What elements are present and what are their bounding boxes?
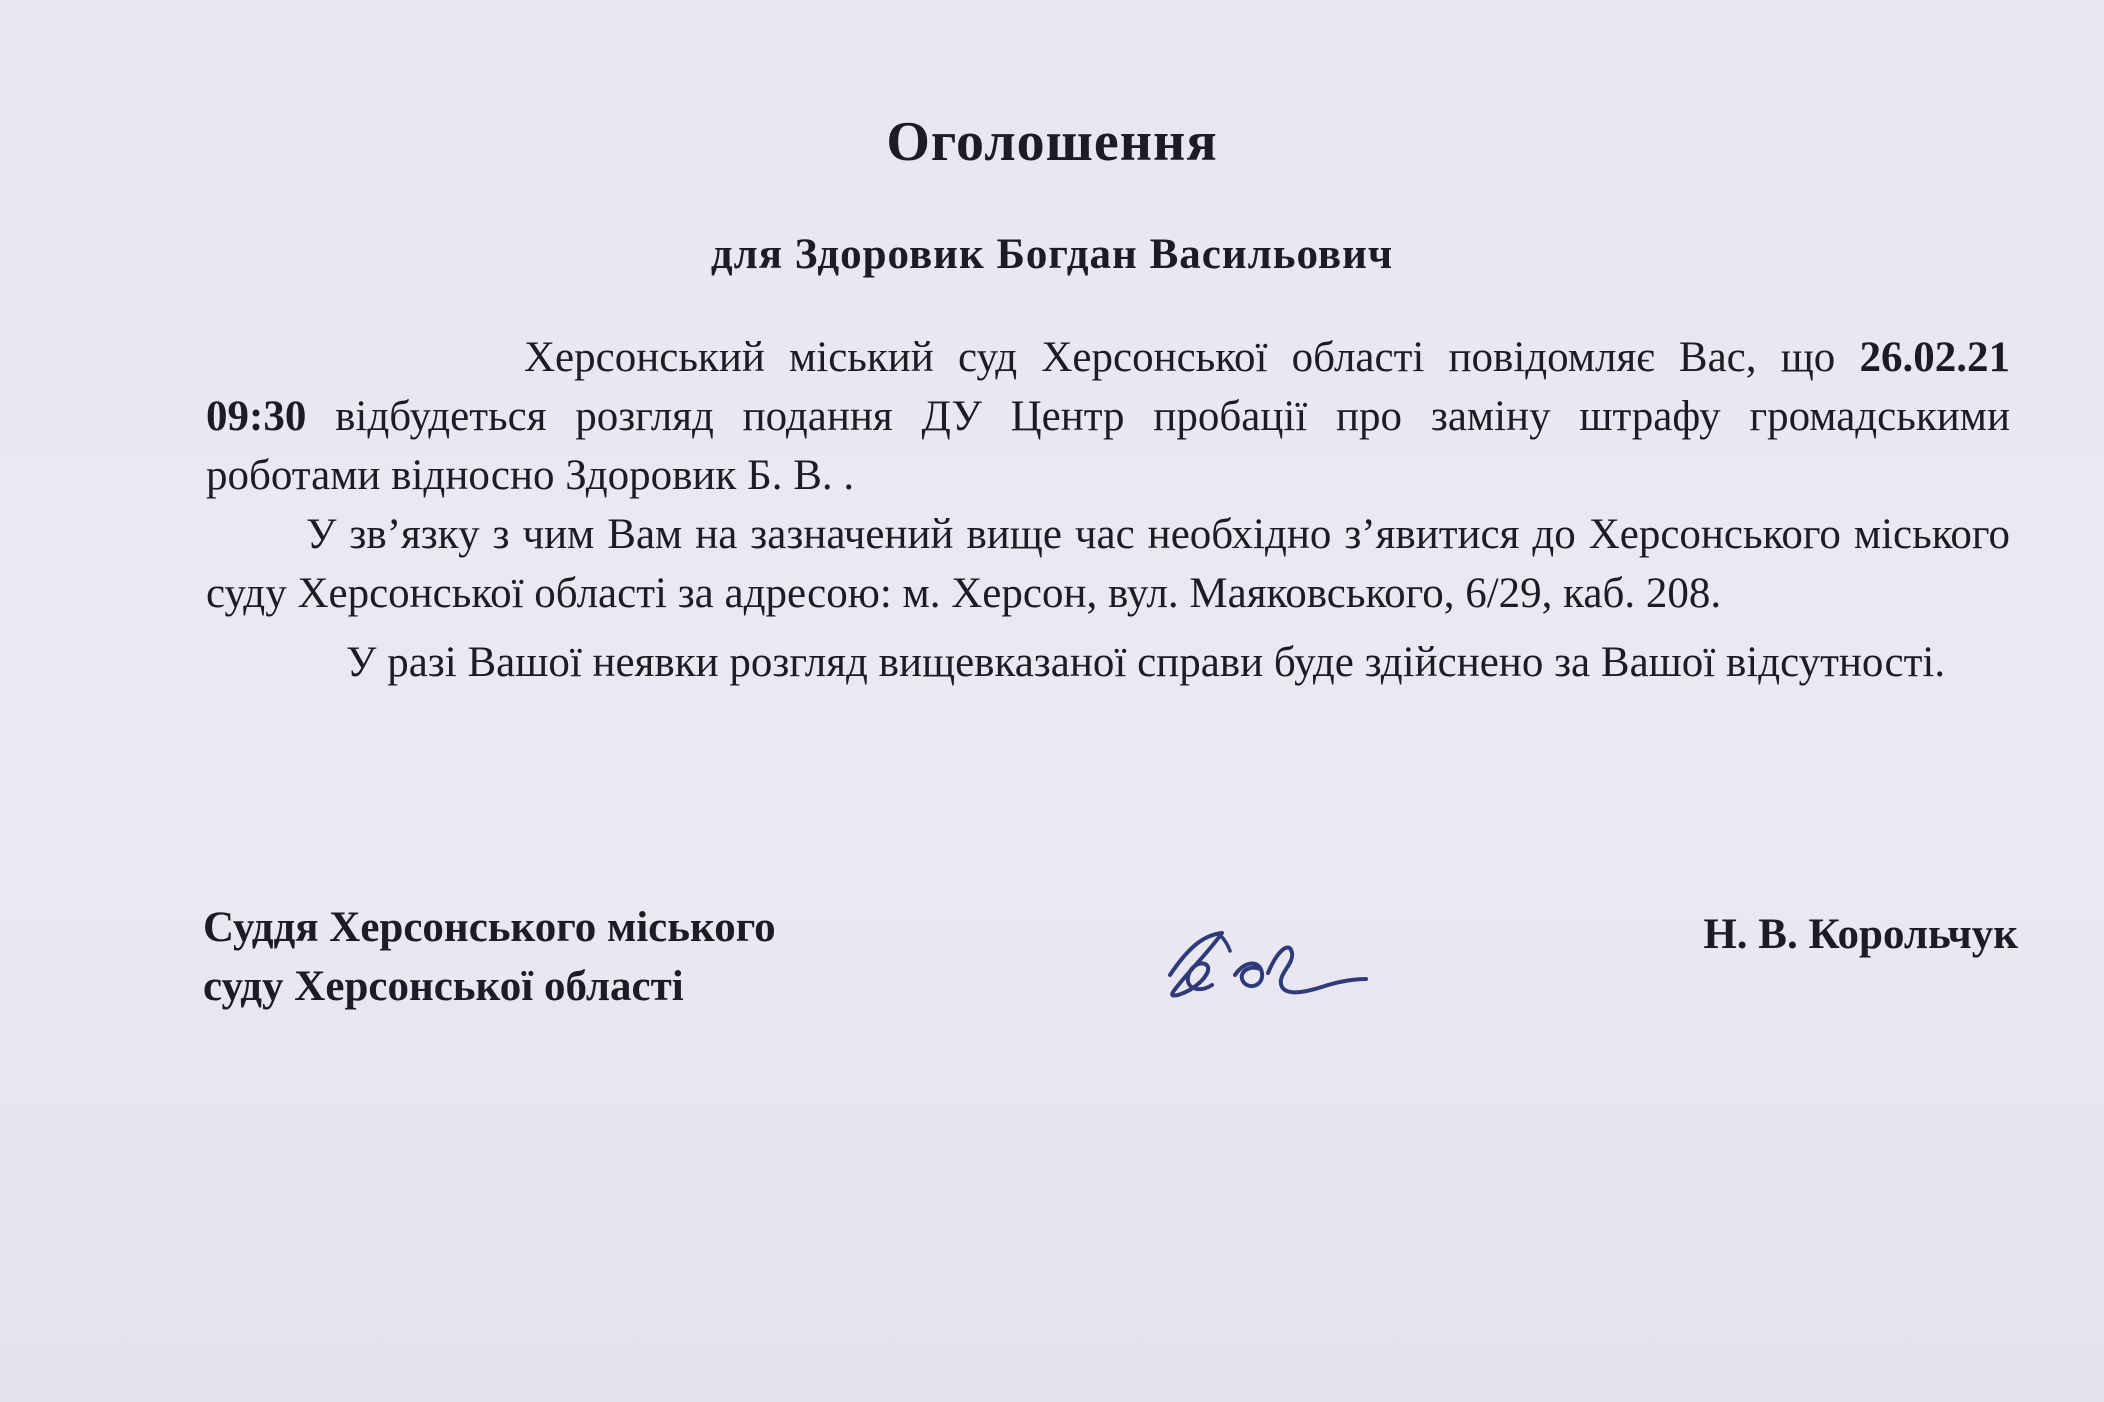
- paragraph-hearing: [206, 328, 2010, 505]
- judge-name: Н. В. Корольчук: [1703, 911, 2018, 958]
- recipient-line: для Здоровик Богдан Васильович: [710, 231, 1394, 278]
- paragraph-hearing-lead: Херсонський міський суд Херсонської області повідомляє Вас, що: [524, 334, 1860, 381]
- paragraph-hearing-rest: відбудеться розгляд подання ДУ Центр пробації про заміну штрафу громадськими роботами відносно Здоровик Б. В. .: [206, 393, 2010, 499]
- judge-position-line2: суду Херсонської області: [203, 963, 684, 1010]
- handwritten-signature: [1150, 905, 1380, 1025]
- paragraph-address: У зв’язку з чим Вам на зазначений вище час необхідно з’явитися до Херсонського міського суду Херсонської області за адресою: м. Херсон, вул. Маяковського, 6/29, каб. 208.: [206, 511, 2010, 617]
- judge-position: [203, 898, 776, 1016]
- judge-position-line1: Суддя Херсонського міського: [203, 904, 776, 951]
- hearing-datetime: 26.02.21 09:30: [206, 334, 2010, 440]
- document-title: Оголошення: [886, 111, 1218, 173]
- notice-body: [206, 328, 2010, 692]
- paragraph-absence: У разі Вашої неявки розгляд вищевказаної справи буде здійснено за Вашої відсутності.: [346, 639, 1946, 686]
